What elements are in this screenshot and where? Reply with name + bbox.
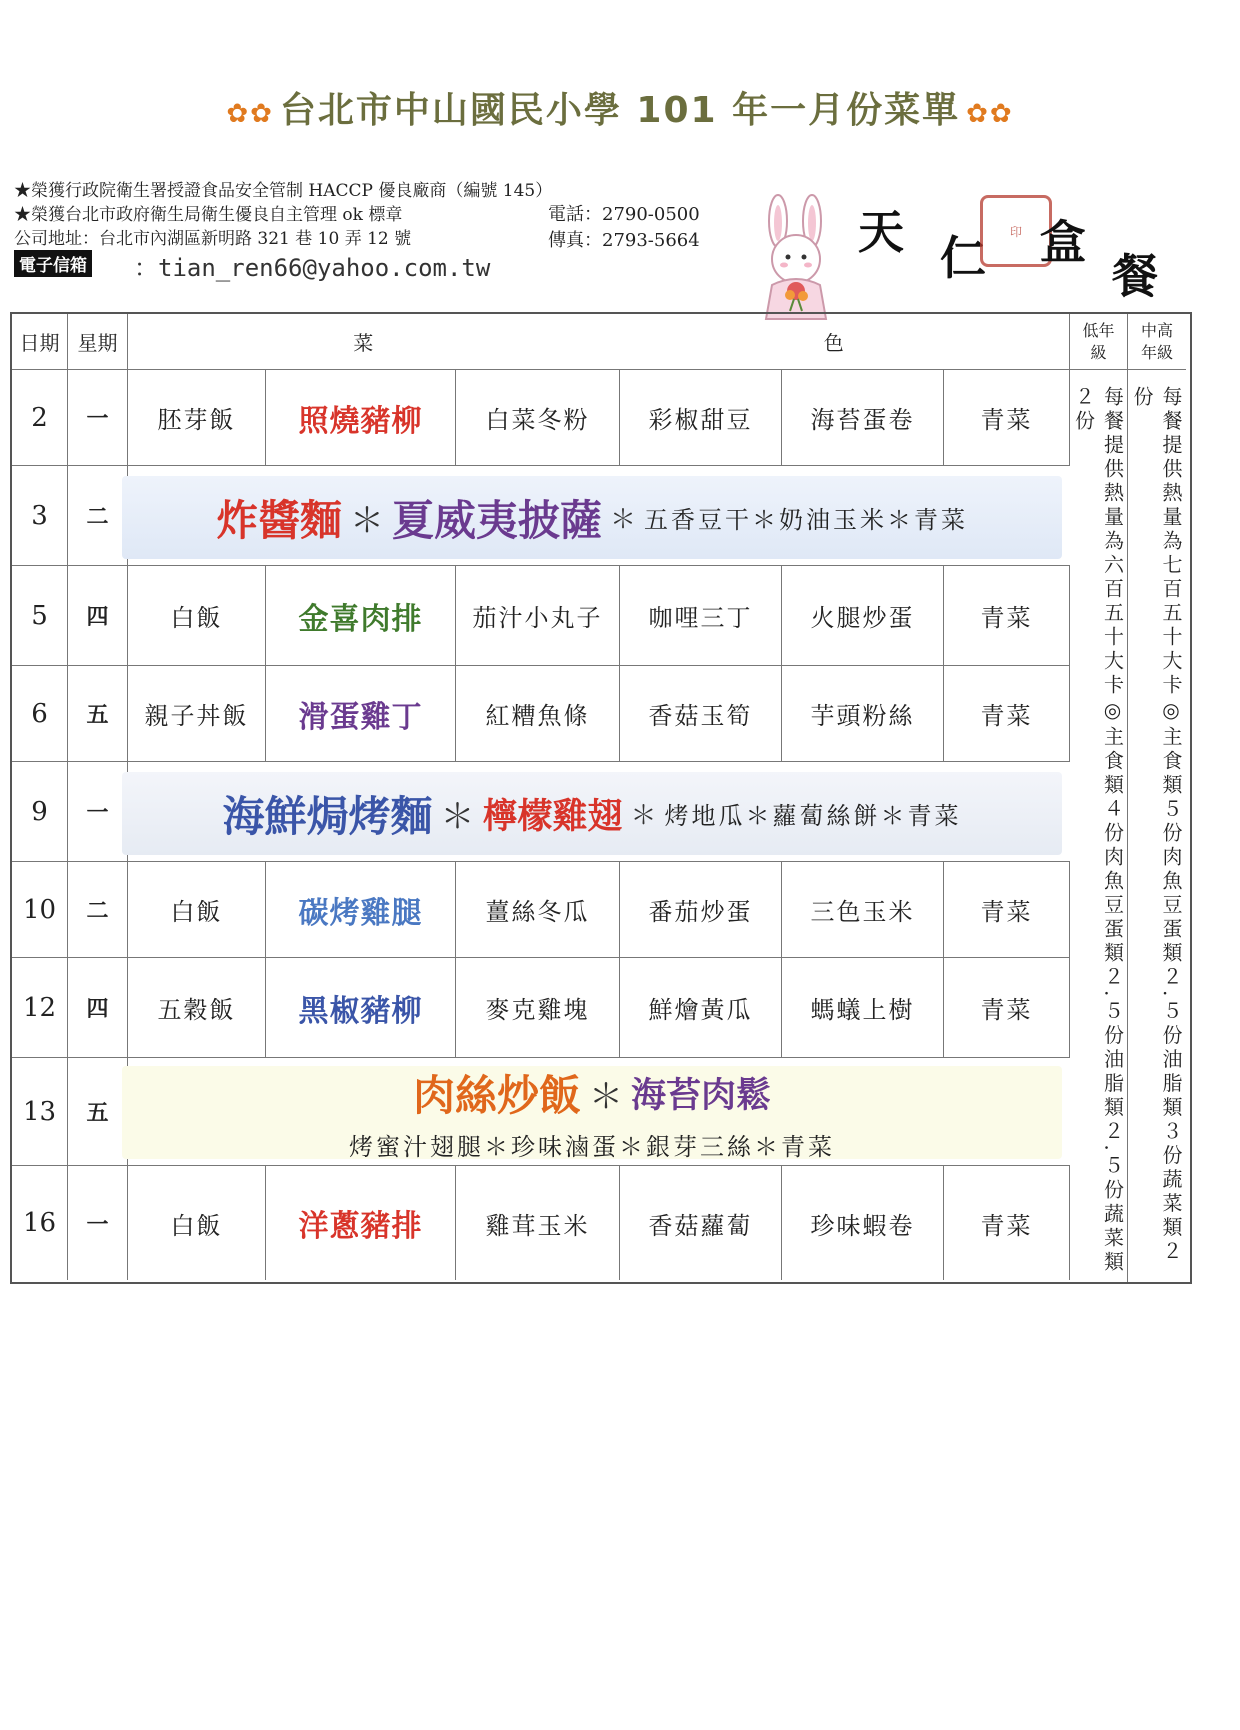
- weekday-cell: 一: [68, 1166, 128, 1280]
- staple-cell: 白飯: [128, 1166, 266, 1280]
- side-dish-cell: 火腿炒蛋: [782, 566, 944, 665]
- address: 公司地址：台北市內湖區新明路 321 巷 10 弄 12 號: [14, 229, 412, 249]
- side-dish-cell: 茄汁小丸子: [456, 566, 620, 665]
- combo-meal: 炸醬麵 ＊ 夏威夷披薩 ＊ 五香豆干＊奶油玉米＊青菜: [122, 476, 1062, 559]
- header-weekday: 星期: [68, 314, 128, 370]
- combo-meal: 肉絲炒飯 ＊ 海苔肉鬆 烤蜜汁翅腿＊珍味滷蛋＊銀芽三絲＊青菜: [122, 1066, 1062, 1159]
- bunny-mascot-icon: [746, 193, 846, 325]
- side-dish-cell: 薑絲冬瓜: [456, 862, 620, 957]
- main-dish-cell: 滑蛋雞丁: [266, 666, 456, 761]
- date-cell: 13: [12, 1058, 68, 1165]
- table-row: [12, 466, 1070, 566]
- staple-cell: 親子丼飯: [128, 666, 266, 761]
- haccp-award: ★榮獲行政院衛生署授證食品安全管制 HACCP 優良廠商（編號 145）: [14, 181, 553, 201]
- staple-cell: 白飯: [128, 566, 266, 665]
- table-row: [12, 958, 1070, 1058]
- vegetable-cell: 青菜: [944, 862, 1070, 957]
- header-dishes: 菜 色: [128, 314, 1070, 370]
- header-high-grade: 中高年級: [1128, 314, 1186, 370]
- table-row: [12, 1058, 1070, 1166]
- date-cell: 2: [12, 370, 68, 465]
- date-cell: 3: [12, 466, 68, 565]
- table-row: [12, 762, 1070, 862]
- date-cell: 5: [12, 566, 68, 665]
- weekday-cell: 五: [68, 1058, 128, 1165]
- date-cell: 6: [12, 666, 68, 761]
- vegetable-cell: 青菜: [944, 958, 1070, 1057]
- side-dish-cell: 香菇玉筍: [620, 666, 782, 761]
- side-dish-cell: 螞蟻上樹: [782, 958, 944, 1057]
- seal-stamp: 印: [980, 195, 1052, 267]
- date-cell: 10: [12, 862, 68, 957]
- table-row: [12, 666, 1070, 762]
- page-title: ✿✿ 台北市中山國民小學 101 年一月份菜單 ✿✿: [226, 90, 1014, 131]
- staple-cell: 胚芽飯: [128, 370, 266, 465]
- side-dish-cell: 番茄炒蛋: [620, 862, 782, 957]
- weekday-cell: 二: [68, 466, 128, 565]
- side-dish-cell: 珍味蝦卷: [782, 1166, 944, 1280]
- header-date: 日期: [12, 314, 68, 370]
- table-row: [12, 566, 1070, 666]
- main-dish-cell: 金喜肉排: [266, 566, 456, 665]
- brand-char: 天: [858, 205, 904, 259]
- ok-award: ★榮獲台北市政府衛生局衛生優良自主管理 ok 標章: [14, 205, 403, 225]
- side-dish-cell: 三色玉米: [782, 862, 944, 957]
- side-dish-cell: 鮮燴黃瓜: [620, 958, 782, 1057]
- side-dish-cell: 雞茸玉米: [456, 1166, 620, 1280]
- side-dish-cell: 海苔蛋卷: [782, 370, 944, 465]
- menu-table: [10, 312, 1192, 1284]
- date-cell: 9: [12, 762, 68, 861]
- weekday-cell: 一: [68, 370, 128, 465]
- staple-cell: 白飯: [128, 862, 266, 957]
- phone: 電話：2790-0500: [548, 204, 700, 225]
- email-label: 電子信箱: [14, 250, 92, 277]
- weekday-cell: 一: [68, 762, 128, 861]
- vegetable-cell: 青菜: [944, 370, 1070, 465]
- side-dish-cell: 麥克雞塊: [456, 958, 620, 1057]
- combo-meal: 海鮮焗烤麵 ＊ 檸檬雞翅 ＊ 烤地瓜＊蘿蔔絲餅＊青菜: [122, 772, 1062, 855]
- side-dish-cell: 咖哩三丁: [620, 566, 782, 665]
- low-grade-calorie: 每餐提供熱量為六百五十大卡◎主食類４份肉魚豆蛋類２.５份油脂類２.５份蔬菜類２份: [1070, 370, 1128, 1282]
- brand-char: 餐: [1112, 249, 1158, 303]
- fax: 傳真：2793-5664: [548, 230, 700, 251]
- maple-leaf-icon: ✿✿: [966, 99, 1014, 129]
- weekday-cell: 四: [68, 566, 128, 665]
- date-cell: 12: [12, 958, 68, 1057]
- side-dish-cell: 白菜冬粉: [456, 370, 620, 465]
- side-dish-cell: 彩椒甜豆: [620, 370, 782, 465]
- main-dish-cell: 碳烤雞腿: [266, 862, 456, 957]
- main-dish-cell: 洋蔥豬排: [266, 1166, 456, 1280]
- maple-leaf-icon: ✿✿: [226, 99, 274, 129]
- staple-cell: 五穀飯: [128, 958, 266, 1057]
- vegetable-cell: 青菜: [944, 566, 1070, 665]
- vegetable-cell: 青菜: [944, 666, 1070, 761]
- header-low-grade: 低年級: [1070, 314, 1128, 370]
- weekday-cell: 二: [68, 862, 128, 957]
- side-dish-cell: 香菇蘿蔔: [620, 1166, 782, 1280]
- email[interactable]: ：tian_ren66@yahoo.com.tw: [134, 254, 491, 282]
- date-cell: 16: [12, 1166, 68, 1280]
- table-row: [12, 1166, 1070, 1280]
- weekday-cell: 五: [68, 666, 128, 761]
- side-dish-cell: 芋頭粉絲: [782, 666, 944, 761]
- main-dish-cell: 黑椒豬柳: [266, 958, 456, 1057]
- table-row: [12, 862, 1070, 958]
- table-row: [12, 370, 1070, 466]
- brand-char: 盒: [1040, 215, 1086, 269]
- weekday-cell: 四: [68, 958, 128, 1057]
- high-grade-calorie: 每餐提供熱量為七百五十大卡◎主食類５份肉魚豆蛋類２.５份油脂類３份蔬菜類２份: [1130, 386, 1183, 1265]
- side-dish-cell: 紅糟魚條: [456, 666, 620, 761]
- main-dish-cell: 照燒豬柳: [266, 370, 456, 465]
- vegetable-cell: 青菜: [944, 1166, 1070, 1280]
- brand-char: 仁: [940, 231, 986, 285]
